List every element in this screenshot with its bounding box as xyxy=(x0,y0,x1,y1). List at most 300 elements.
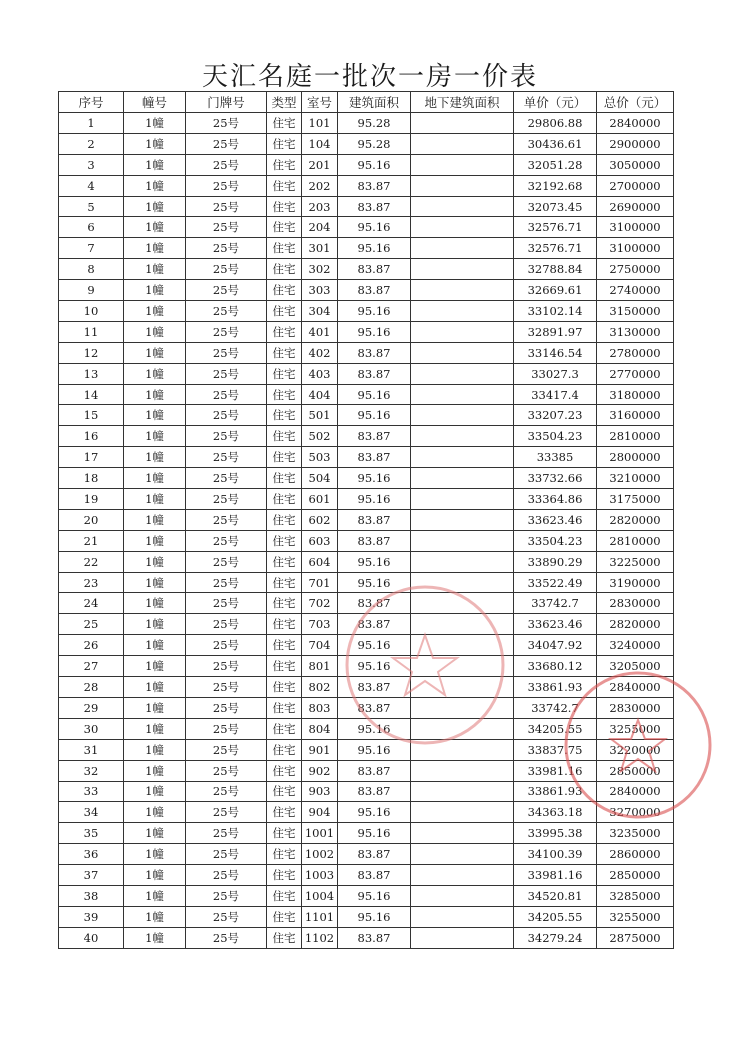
cell-building: 1幢 xyxy=(124,447,186,468)
cell-room: 202 xyxy=(302,175,338,196)
cell-type: 住宅 xyxy=(267,593,302,614)
cell-door: 25号 xyxy=(186,760,267,781)
cell-total-price: 2860000 xyxy=(597,844,674,865)
cell-underground xyxy=(411,489,514,510)
cell-building: 1幢 xyxy=(124,865,186,886)
cell-no: 39 xyxy=(59,906,124,927)
cell-room: 704 xyxy=(302,635,338,656)
cell-area: 83.87 xyxy=(338,447,411,468)
cell-total-price: 2800000 xyxy=(597,447,674,468)
cell-area: 95.28 xyxy=(338,113,411,134)
cell-underground xyxy=(411,927,514,948)
cell-total-price: 3050000 xyxy=(597,154,674,175)
cell-no: 8 xyxy=(59,259,124,280)
cell-underground xyxy=(411,238,514,259)
cell-door: 25号 xyxy=(186,321,267,342)
cell-unit-price: 33623.46 xyxy=(514,509,597,530)
cell-no: 5 xyxy=(59,196,124,217)
cell-total-price: 3220000 xyxy=(597,739,674,760)
cell-total-price: 3240000 xyxy=(597,635,674,656)
col-header-total-price: 总价（元） xyxy=(597,92,674,113)
cell-no: 11 xyxy=(59,321,124,342)
cell-underground xyxy=(411,363,514,384)
cell-no: 17 xyxy=(59,447,124,468)
cell-building: 1幢 xyxy=(124,509,186,530)
table-row xyxy=(59,489,674,510)
cell-unit-price: 33861.93 xyxy=(514,677,597,698)
table-row xyxy=(59,844,674,865)
cell-type: 住宅 xyxy=(267,426,302,447)
cell-building: 1幢 xyxy=(124,844,186,865)
table-row xyxy=(59,342,674,363)
cell-room: 801 xyxy=(302,656,338,677)
table-row xyxy=(59,301,674,322)
cell-underground xyxy=(411,468,514,489)
cell-room: 803 xyxy=(302,697,338,718)
cell-total-price: 3150000 xyxy=(597,301,674,322)
cell-no: 9 xyxy=(59,280,124,301)
cell-total-price: 3270000 xyxy=(597,802,674,823)
cell-no: 28 xyxy=(59,677,124,698)
cell-no: 35 xyxy=(59,823,124,844)
col-header-type: 类型 xyxy=(267,92,302,113)
cell-area: 95.16 xyxy=(338,572,411,593)
cell-type: 住宅 xyxy=(267,259,302,280)
cell-total-price: 3255000 xyxy=(597,906,674,927)
table-row xyxy=(59,133,674,154)
cell-door: 25号 xyxy=(186,468,267,489)
table-row xyxy=(59,259,674,280)
table-row xyxy=(59,906,674,927)
cell-area: 83.87 xyxy=(338,760,411,781)
cell-area: 95.16 xyxy=(338,321,411,342)
cell-total-price: 2810000 xyxy=(597,530,674,551)
cell-building: 1幢 xyxy=(124,363,186,384)
cell-unit-price: 34363.18 xyxy=(514,802,597,823)
cell-unit-price: 34100.39 xyxy=(514,844,597,865)
table-row xyxy=(59,426,674,447)
col-header-area: 建筑面积 xyxy=(338,92,411,113)
cell-type: 住宅 xyxy=(267,447,302,468)
cell-no: 20 xyxy=(59,509,124,530)
cell-area: 95.16 xyxy=(338,823,411,844)
cell-underground xyxy=(411,906,514,927)
cell-total-price: 2850000 xyxy=(597,760,674,781)
cell-door: 25号 xyxy=(186,927,267,948)
cell-building: 1幢 xyxy=(124,113,186,134)
cell-type: 住宅 xyxy=(267,133,302,154)
cell-no: 36 xyxy=(59,844,124,865)
cell-room: 1003 xyxy=(302,865,338,886)
cell-door: 25号 xyxy=(186,551,267,572)
cell-type: 住宅 xyxy=(267,342,302,363)
table-row xyxy=(59,802,674,823)
cell-area: 95.16 xyxy=(338,301,411,322)
cell-door: 25号 xyxy=(186,593,267,614)
cell-no: 38 xyxy=(59,885,124,906)
cell-unit-price: 33364.86 xyxy=(514,489,597,510)
cell-underground xyxy=(411,175,514,196)
cell-door: 25号 xyxy=(186,154,267,175)
cell-underground xyxy=(411,697,514,718)
cell-underground xyxy=(411,635,514,656)
table-row xyxy=(59,175,674,196)
cell-type: 住宅 xyxy=(267,363,302,384)
col-header-underground: 地下建筑面积 xyxy=(411,92,514,113)
cell-building: 1幢 xyxy=(124,781,186,802)
table-row xyxy=(59,656,674,677)
cell-door: 25号 xyxy=(186,906,267,927)
cell-type: 住宅 xyxy=(267,823,302,844)
cell-building: 1幢 xyxy=(124,154,186,175)
cell-building: 1幢 xyxy=(124,572,186,593)
cell-type: 住宅 xyxy=(267,844,302,865)
cell-total-price: 3205000 xyxy=(597,656,674,677)
table-row xyxy=(59,363,674,384)
cell-type: 住宅 xyxy=(267,865,302,886)
cell-room: 502 xyxy=(302,426,338,447)
cell-area: 83.87 xyxy=(338,593,411,614)
cell-type: 住宅 xyxy=(267,217,302,238)
cell-building: 1幢 xyxy=(124,656,186,677)
cell-underground xyxy=(411,530,514,551)
cell-underground xyxy=(411,885,514,906)
cell-door: 25号 xyxy=(186,802,267,823)
cell-door: 25号 xyxy=(186,635,267,656)
cell-no: 14 xyxy=(59,384,124,405)
cell-area: 95.16 xyxy=(338,405,411,426)
cell-room: 901 xyxy=(302,739,338,760)
cell-type: 住宅 xyxy=(267,175,302,196)
cell-area: 83.87 xyxy=(338,196,411,217)
cell-room: 903 xyxy=(302,781,338,802)
cell-unit-price: 33027.3 xyxy=(514,363,597,384)
cell-room: 303 xyxy=(302,280,338,301)
table-row xyxy=(59,635,674,656)
cell-unit-price: 33385 xyxy=(514,447,597,468)
cell-area: 83.87 xyxy=(338,697,411,718)
table-row xyxy=(59,468,674,489)
cell-total-price: 3175000 xyxy=(597,489,674,510)
cell-room: 504 xyxy=(302,468,338,489)
table-row xyxy=(59,760,674,781)
cell-building: 1幢 xyxy=(124,614,186,635)
cell-area: 95.16 xyxy=(338,384,411,405)
cell-door: 25号 xyxy=(186,133,267,154)
cell-total-price: 2740000 xyxy=(597,280,674,301)
cell-total-price: 2780000 xyxy=(597,342,674,363)
cell-door: 25号 xyxy=(186,614,267,635)
table-row xyxy=(59,196,674,217)
cell-no: 37 xyxy=(59,865,124,886)
cell-unit-price: 32891.97 xyxy=(514,321,597,342)
cell-door: 25号 xyxy=(186,885,267,906)
table-row xyxy=(59,217,674,238)
cell-no: 25 xyxy=(59,614,124,635)
cell-type: 住宅 xyxy=(267,238,302,259)
cell-area: 95.16 xyxy=(338,154,411,175)
cell-total-price: 3100000 xyxy=(597,238,674,259)
cell-underground xyxy=(411,614,514,635)
cell-total-price: 3130000 xyxy=(597,321,674,342)
table-row xyxy=(59,823,674,844)
cell-room: 1002 xyxy=(302,844,338,865)
cell-underground xyxy=(411,321,514,342)
cell-room: 203 xyxy=(302,196,338,217)
col-header-no: 序号 xyxy=(59,92,124,113)
cell-type: 住宅 xyxy=(267,154,302,175)
cell-area: 83.87 xyxy=(338,844,411,865)
table-row xyxy=(59,865,674,886)
cell-underground xyxy=(411,217,514,238)
cell-building: 1幢 xyxy=(124,718,186,739)
cell-type: 住宅 xyxy=(267,551,302,572)
cell-room: 1102 xyxy=(302,927,338,948)
cell-door: 25号 xyxy=(186,697,267,718)
table-row xyxy=(59,280,674,301)
cell-door: 25号 xyxy=(186,823,267,844)
cell-no: 15 xyxy=(59,405,124,426)
cell-total-price: 3210000 xyxy=(597,468,674,489)
table-row xyxy=(59,572,674,593)
cell-underground xyxy=(411,718,514,739)
cell-unit-price: 33981.16 xyxy=(514,865,597,886)
price-table xyxy=(58,91,674,949)
cell-room: 602 xyxy=(302,509,338,530)
cell-no: 16 xyxy=(59,426,124,447)
cell-room: 304 xyxy=(302,301,338,322)
cell-underground xyxy=(411,865,514,886)
cell-building: 1幢 xyxy=(124,885,186,906)
cell-type: 住宅 xyxy=(267,405,302,426)
cell-type: 住宅 xyxy=(267,468,302,489)
cell-type: 住宅 xyxy=(267,760,302,781)
cell-building: 1幢 xyxy=(124,342,186,363)
cell-unit-price: 33680.12 xyxy=(514,656,597,677)
page-title: 天汇名庭一批次一房一价表 xyxy=(201,62,538,92)
table-row xyxy=(59,781,674,802)
table-row xyxy=(59,509,674,530)
cell-type: 住宅 xyxy=(267,280,302,301)
cell-type: 住宅 xyxy=(267,384,302,405)
cell-unit-price: 33742.7 xyxy=(514,593,597,614)
table-row xyxy=(59,447,674,468)
cell-unit-price: 34279.24 xyxy=(514,927,597,948)
cell-area: 95.16 xyxy=(338,468,411,489)
cell-total-price: 2840000 xyxy=(597,113,674,134)
cell-area: 83.87 xyxy=(338,614,411,635)
cell-room: 703 xyxy=(302,614,338,635)
cell-type: 住宅 xyxy=(267,530,302,551)
cell-building: 1幢 xyxy=(124,551,186,572)
cell-total-price: 2900000 xyxy=(597,133,674,154)
table-row xyxy=(59,885,674,906)
cell-area: 83.87 xyxy=(338,530,411,551)
cell-area: 95.16 xyxy=(338,718,411,739)
cell-door: 25号 xyxy=(186,677,267,698)
cell-area: 95.16 xyxy=(338,802,411,823)
cell-room: 204 xyxy=(302,217,338,238)
cell-no: 24 xyxy=(59,593,124,614)
col-header-building: 幢号 xyxy=(124,92,186,113)
cell-unit-price: 30436.61 xyxy=(514,133,597,154)
cell-unit-price: 32192.68 xyxy=(514,175,597,196)
cell-door: 25号 xyxy=(186,280,267,301)
cell-underground xyxy=(411,384,514,405)
col-header-room: 室号 xyxy=(302,92,338,113)
cell-room: 1001 xyxy=(302,823,338,844)
cell-area: 95.16 xyxy=(338,489,411,510)
cell-underground xyxy=(411,844,514,865)
cell-unit-price: 33504.23 xyxy=(514,530,597,551)
cell-door: 25号 xyxy=(186,301,267,322)
cell-no: 32 xyxy=(59,760,124,781)
cell-underground xyxy=(411,781,514,802)
cell-type: 住宅 xyxy=(267,677,302,698)
cell-area: 95.16 xyxy=(338,885,411,906)
cell-unit-price: 33522.49 xyxy=(514,572,597,593)
cell-door: 25号 xyxy=(186,530,267,551)
cell-type: 住宅 xyxy=(267,489,302,510)
cell-unit-price: 33890.29 xyxy=(514,551,597,572)
cell-type: 住宅 xyxy=(267,697,302,718)
table-row xyxy=(59,614,674,635)
table-row xyxy=(59,927,674,948)
table-row xyxy=(59,154,674,175)
cell-room: 804 xyxy=(302,718,338,739)
cell-total-price: 2750000 xyxy=(597,259,674,280)
cell-area: 83.87 xyxy=(338,426,411,447)
cell-area: 83.87 xyxy=(338,342,411,363)
cell-building: 1幢 xyxy=(124,217,186,238)
cell-unit-price: 33102.14 xyxy=(514,301,597,322)
cell-building: 1幢 xyxy=(124,301,186,322)
cell-door: 25号 xyxy=(186,196,267,217)
cell-underground xyxy=(411,739,514,760)
cell-area: 83.87 xyxy=(338,927,411,948)
cell-area: 83.87 xyxy=(338,363,411,384)
col-header-unit-price: 单价（元） xyxy=(514,92,597,113)
cell-door: 25号 xyxy=(186,844,267,865)
cell-building: 1幢 xyxy=(124,489,186,510)
cell-unit-price: 29806.88 xyxy=(514,113,597,134)
cell-building: 1幢 xyxy=(124,321,186,342)
cell-total-price: 2830000 xyxy=(597,697,674,718)
cell-unit-price: 32788.84 xyxy=(514,259,597,280)
cell-no: 40 xyxy=(59,927,124,948)
table-row xyxy=(59,238,674,259)
cell-type: 住宅 xyxy=(267,885,302,906)
cell-underground xyxy=(411,760,514,781)
cell-total-price: 3285000 xyxy=(597,885,674,906)
cell-door: 25号 xyxy=(186,405,267,426)
cell-underground xyxy=(411,426,514,447)
cell-underground xyxy=(411,196,514,217)
cell-underground xyxy=(411,133,514,154)
table-row xyxy=(59,677,674,698)
cell-type: 住宅 xyxy=(267,739,302,760)
cell-unit-price: 33837.75 xyxy=(514,739,597,760)
cell-area: 83.87 xyxy=(338,280,411,301)
cell-room: 701 xyxy=(302,572,338,593)
cell-total-price: 3255000 xyxy=(597,718,674,739)
cell-room: 604 xyxy=(302,551,338,572)
col-header-door: 门牌号 xyxy=(186,92,267,113)
cell-building: 1幢 xyxy=(124,635,186,656)
cell-unit-price: 32576.71 xyxy=(514,217,597,238)
cell-underground xyxy=(411,113,514,134)
header-row xyxy=(59,92,674,113)
table-row xyxy=(59,384,674,405)
cell-area: 83.87 xyxy=(338,677,411,698)
cell-no: 13 xyxy=(59,363,124,384)
cell-no: 33 xyxy=(59,781,124,802)
cell-door: 25号 xyxy=(186,217,267,238)
cell-building: 1幢 xyxy=(124,133,186,154)
cell-door: 25号 xyxy=(186,259,267,280)
cell-type: 住宅 xyxy=(267,927,302,948)
cell-unit-price: 32073.45 xyxy=(514,196,597,217)
cell-underground xyxy=(411,259,514,280)
cell-no: 6 xyxy=(59,217,124,238)
cell-total-price: 2840000 xyxy=(597,781,674,802)
cell-no: 31 xyxy=(59,739,124,760)
cell-no: 2 xyxy=(59,133,124,154)
cell-room: 603 xyxy=(302,530,338,551)
cell-type: 住宅 xyxy=(267,196,302,217)
cell-total-price: 3190000 xyxy=(597,572,674,593)
cell-no: 19 xyxy=(59,489,124,510)
cell-area: 83.87 xyxy=(338,175,411,196)
table-row xyxy=(59,718,674,739)
cell-underground xyxy=(411,593,514,614)
cell-room: 403 xyxy=(302,363,338,384)
cell-unit-price: 34205.55 xyxy=(514,718,597,739)
cell-no: 10 xyxy=(59,301,124,322)
cell-room: 104 xyxy=(302,133,338,154)
cell-door: 25号 xyxy=(186,865,267,886)
cell-no: 12 xyxy=(59,342,124,363)
cell-building: 1幢 xyxy=(124,530,186,551)
cell-no: 22 xyxy=(59,551,124,572)
cell-total-price: 2820000 xyxy=(597,509,674,530)
cell-underground xyxy=(411,802,514,823)
cell-total-price: 2700000 xyxy=(597,175,674,196)
cell-door: 25号 xyxy=(186,781,267,802)
cell-no: 27 xyxy=(59,656,124,677)
cell-total-price: 2840000 xyxy=(597,677,674,698)
cell-room: 404 xyxy=(302,384,338,405)
cell-door: 25号 xyxy=(186,175,267,196)
cell-total-price: 2875000 xyxy=(597,927,674,948)
cell-door: 25号 xyxy=(186,238,267,259)
cell-unit-price: 33207.23 xyxy=(514,405,597,426)
cell-underground xyxy=(411,656,514,677)
cell-building: 1幢 xyxy=(124,677,186,698)
cell-room: 902 xyxy=(302,760,338,781)
cell-unit-price: 32669.61 xyxy=(514,280,597,301)
cell-total-price: 3225000 xyxy=(597,551,674,572)
cell-area: 95.16 xyxy=(338,635,411,656)
cell-no: 21 xyxy=(59,530,124,551)
cell-door: 25号 xyxy=(186,489,267,510)
cell-building: 1幢 xyxy=(124,802,186,823)
cell-total-price: 2850000 xyxy=(597,865,674,886)
cell-door: 25号 xyxy=(186,509,267,530)
cell-underground xyxy=(411,342,514,363)
cell-type: 住宅 xyxy=(267,718,302,739)
table-row xyxy=(59,551,674,572)
